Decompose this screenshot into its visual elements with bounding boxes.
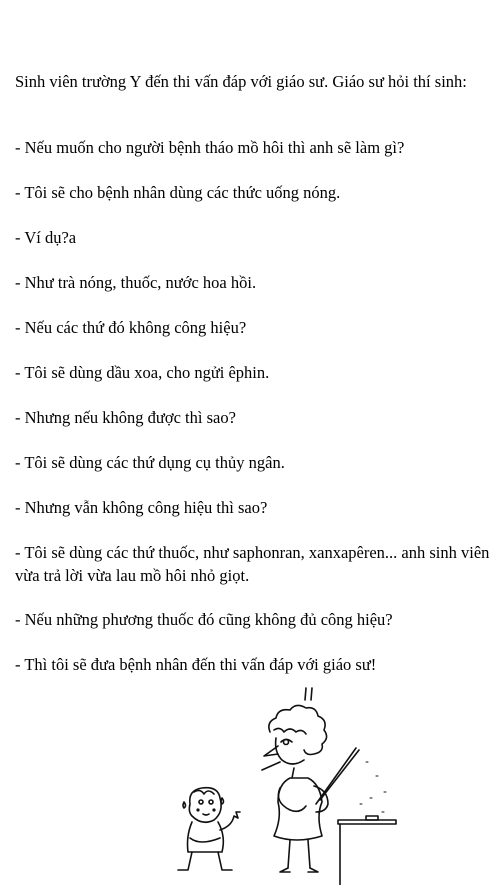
dialogue-line: - Tôi sẽ dùng dầu xoa, cho ngửi êphin. [15, 363, 270, 382]
dialogue-line: - Tôi sẽ cho bệnh nhân dùng các thức uống nóng. [15, 183, 341, 202]
dialogue-line: - Nếu muốn cho người bệnh tháo mồ hôi thì anh sẽ làm gì? [15, 138, 405, 157]
pointer-stick-edge [320, 750, 359, 800]
dialogue-line: - Tôi sẽ dùng các thứ dụng cụ thủy ngân. [15, 453, 285, 472]
student-figure [178, 788, 240, 870]
dialogue-line: - Nếu những phương thuốc đó cũng không đủ công hiệu? [15, 610, 393, 629]
dialogue-line: - Tôi sẽ dùng các thứ thuốc, như saphonran, xanxapêren... anh sinh viên vừa trả lời vừa lau mồ hôi nhỏ giọt. [15, 543, 490, 585]
dialogue-line: - Thì tôi sẽ đưa bệnh nhân đến thi vấn đáp với giáo sư! [15, 655, 377, 674]
dialogue-line: - Như trà nóng, thuốc, nước hoa hồi. [15, 273, 257, 292]
cartoon-professor-and-student-icon [170, 680, 400, 885]
board-dots [360, 762, 386, 812]
pointer-stick [316, 748, 356, 804]
story-intro: Sinh viên trường Y đến thi vấn đáp với giáo sư. Giáo sư hỏi thí sinh: [15, 72, 467, 91]
dialogue-line: - Nhưng vẫn không công hiệu thì sao? [15, 498, 268, 517]
dialogue-line: - Nếu các thứ đó không công hiệu? [15, 318, 247, 337]
dialogue-line: - Ví dụ?a [15, 228, 77, 247]
professor-figure [262, 705, 328, 872]
dialogue-line: - Nhưng nếu không được thì sao? [15, 408, 236, 427]
desk [338, 816, 396, 885]
surprise-marks [305, 688, 312, 700]
